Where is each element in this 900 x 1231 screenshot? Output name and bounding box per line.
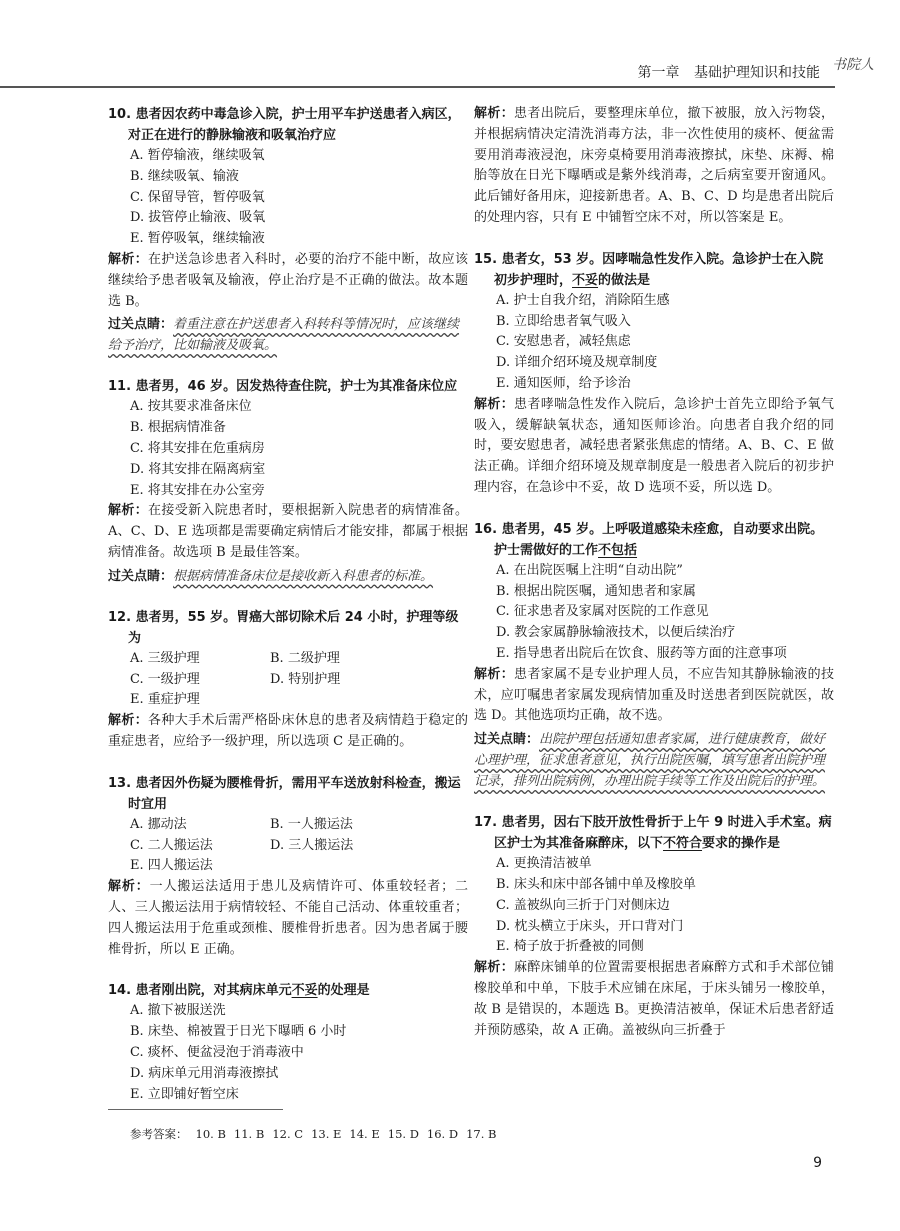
analysis: 解析：患者出院后，要整理床单位，撤下被服，放入污物袋，并根据病情决定清洗消毒方法，非一次性使用的痰杯、便盆需要用消毒液浸泡，床旁桌椅要用消毒液擦拭，床垫、床褥、棉胎等放在日光下曝晒或是紫外线消毒，之后病室要开窗通风。此后铺好备用床，迎接新患者。A、B、C、D 均是患者出院后的处理内容，只有 E 中铺暂空床不对，所以答案是 E。 — [474, 106, 834, 225]
option: A. 挪动法 — [130, 816, 187, 832]
question-12 — [108, 607, 468, 753]
option: D. 详细介绍环境及规章制度 — [496, 355, 658, 371]
option: A. 撤下被服送洗 — [130, 1003, 226, 1019]
chapter-label: 第一章 — [637, 65, 680, 81]
option: A. 按其要求准备床位 — [130, 399, 252, 415]
question-stem: 13. 患者因外伤疑为腰椎骨折，需用平车送放射科检查，搬运时宜用 — [108, 775, 461, 812]
option: B. 床头和床中部各铺中单及橡胶单 — [496, 876, 696, 892]
option: C. 保留导管，暂停吸氧 — [130, 189, 265, 205]
question-17 — [474, 812, 834, 1041]
analysis: 解析：各种大手术后需严格卧床休息的患者及病情趋于稳定的重症患者，应给予一级护理，所以选项 C 是正确的。 — [108, 713, 468, 749]
analysis: 解析：在接受新入院患者时，要根据新入院患者的病情准备。A、C、D、E 选项都是需要确定病情后才能安排，都属于根据病情准备。故选项 B 是最佳答案。 — [108, 503, 468, 560]
analysis: 解析：一人搬运法适用于患儿及病情许可、体重较轻者；二人、三人搬运法用于病情较轻、不能自己活动、体重较重者；四人搬运法用于危重或颈椎、腰椎骨折患者。因为患者属于腰椎骨折，所以 E 正确。 — [108, 879, 468, 957]
option-list — [108, 146, 468, 250]
option: A. 三级护理 — [130, 650, 200, 666]
option-list — [108, 856, 468, 877]
option: B. 根据病情准备 — [130, 420, 226, 436]
option: D. 特别护理 — [270, 671, 341, 687]
option-list — [108, 1001, 468, 1105]
analysis: 解析：麻醉床铺单的位置需要根据患者麻醉方式和手术部位铺橡胶单和中单，下肢手术应铺在床尾，于床头铺另一橡胶单，故 B 是错误的，本题选 B。更换清洁被单，保证术后患者舒适并预防感染，故 A 正确。盖被纵向三折叠于 — [474, 960, 834, 1038]
option: E. 椅子放于折叠被的同侧 — [496, 939, 644, 955]
option: E. 立即铺好暂空床 — [130, 1086, 239, 1102]
answer-item: 14. E — [349, 1127, 380, 1141]
option-list — [474, 561, 834, 665]
option: A. 在出院医嘱上注明“自动出院” — [496, 562, 683, 578]
option: A. 暂停输液，继续吸氧 — [130, 148, 265, 163]
analysis: 解析：患者哮喘急性发作入院后，急诊护士首先立即给予氧气吸入，缓解缺氧状态，通知医师诊治。向患者自我介绍的同时，要安慰患者，减轻患者紧张焦虑的情绪。A、B、C、E 做法正确。详细介绍环境及规章制度是一般患者入院后的初步护理内容，在急诊中不妥，故 D 选项不妥，所以选 D。 — [474, 396, 834, 495]
question-15 — [474, 249, 834, 499]
option: D. 枕头横立于床头，开口背对门 — [496, 918, 684, 934]
answer-item: 15. D — [387, 1127, 419, 1141]
question-stem: 15. 患者女，53 岁。因哮喘急性发作入院。急诊护士在入院初步护理时，不妥的做法是 — [474, 251, 824, 288]
left-column — [108, 104, 468, 1125]
option: A. 更换清洁被单 — [496, 856, 592, 872]
option: E. 将其安排在办公室旁 — [130, 482, 265, 498]
chapter-title: 基础护理知识和技能 — [694, 65, 820, 81]
option: C. 痰杯、便盆浸泡于消毒液中 — [130, 1044, 304, 1060]
answer-key-label: 参考答案： — [130, 1127, 188, 1141]
question-16 — [474, 519, 834, 792]
question-14 — [108, 980, 468, 1105]
option: D. 教会家属静脉输液技术，以便后续治疗 — [496, 625, 736, 641]
answer-item: 11. B — [233, 1127, 265, 1141]
answer-item: 13. E — [311, 1127, 342, 1141]
option: C. 安慰患者，减轻焦虑 — [496, 334, 631, 350]
option: E. 通知医师，给予诊治 — [496, 375, 631, 391]
answer-item: 17. B — [466, 1127, 497, 1141]
option: C. 二人搬运法 — [130, 837, 213, 853]
option: D. 拔管停止输液、吸氧 — [130, 210, 266, 226]
header-divider — [0, 86, 835, 88]
question-13 — [108, 773, 468, 961]
question-11 — [108, 376, 468, 586]
option-list — [108, 690, 468, 711]
option: E. 四人搬运法 — [130, 858, 213, 874]
analysis: 解析：在护送急诊患者入科时，必要的治疗不能中断，故应该继续给予患者吸氧及输液，停止治疗是不正确的做法。故本题选 B。 — [108, 251, 468, 309]
question-stem: 14. 患者刚出院，对其病床单元不妥的处理是 — [108, 983, 370, 999]
page-header — [0, 0, 900, 90]
right-column — [474, 104, 834, 1061]
option: C. 盖被纵向三折于门对侧床边 — [496, 897, 670, 913]
option: B. 一人搬运法 — [270, 816, 353, 832]
option: D. 将其安排在隔离病室 — [130, 461, 266, 477]
option: B. 二级护理 — [270, 650, 340, 666]
option: B. 立即给患者氧气吸入 — [496, 313, 631, 329]
key-tip: 过关点睛：出院护理包括通知患者家属，进行健康教育，做好心理护理，征求患者意见，执行出院医嘱，填写患者出院护理记录，排列出院病例，办理出院手续等工作及出院后的护理。 — [474, 732, 826, 790]
running-header — [628, 62, 820, 82]
option: D. 病床单元用消毒液擦拭 — [130, 1065, 279, 1081]
option: C. 征求患者及家属对医院的工作意见 — [496, 604, 709, 620]
option-grid — [108, 815, 468, 857]
question-stem: 17. 患者男，因右下肢开放性骨折于上午 9 时进入手术室。病区护士为其准备麻醉床，以下不符合要求的操作是 — [474, 815, 832, 852]
question-14-analysis — [474, 104, 834, 229]
answer-key — [130, 1126, 505, 1142]
option: E. 暂停吸氧，继续输液 — [130, 231, 265, 247]
option-list — [474, 291, 834, 395]
option: B. 继续吸氧、输液 — [130, 168, 239, 184]
logo: 书院人 — [832, 57, 874, 73]
option: E. 重症护理 — [130, 692, 200, 708]
question-10 — [108, 104, 468, 356]
page-number: 9 — [813, 1155, 822, 1171]
option: C. 将其安排在危重病房 — [130, 440, 265, 456]
key-tip: 过关点睛：着重注意在护送患者入科转科等情况时，应该继续给予治疗，比如输液及吸氧。 — [108, 317, 460, 354]
option-list — [108, 397, 468, 501]
option-list — [474, 854, 834, 958]
answer-item: 16. D — [426, 1127, 459, 1141]
footnote-divider — [108, 1109, 283, 1110]
option: D. 三人搬运法 — [270, 837, 354, 853]
key-tip: 过关点睛：根据病情准备床位是接收新入科患者的标准。 — [108, 568, 434, 584]
option: B. 床垫、棉被置于日光下曝晒 6 小时 — [130, 1024, 347, 1040]
option: C. 一级护理 — [130, 671, 200, 687]
option: A. 护士自我介绍，消除陌生感 — [496, 292, 670, 308]
option-grid — [108, 649, 468, 691]
answer-item: 10. B — [195, 1127, 226, 1141]
option: B. 根据出院医嘱，通知患者和家属 — [496, 583, 696, 599]
question-stem: 10. 患者因农药中毒急诊入院，护士用平车护送患者入病区，对正在进行的静脉输液和吸氧治疗应 — [108, 107, 461, 143]
answer-item: 12. C — [272, 1127, 304, 1141]
analysis: 解析：患者家属不是专业护理人员，不应告知其静脉输液的技术，应叮嘱患者家属发现病情加重及时送患者到医院就医，故选 D。其他选项均正确，故不选。 — [474, 666, 834, 724]
option: E. 指导患者出院后在饮食、服药等方面的注意事项 — [496, 645, 787, 661]
question-stem: 16. 患者男，45 岁。上呼吸道感染未痊愈，自动要求出院。护士需做好的工作不包括 — [474, 521, 824, 558]
question-stem: 11. 患者男，46 岁。因发热待查住院，护士为其准备床位应 — [108, 379, 458, 395]
question-stem: 12. 患者男，55 岁。胃癌大部切除术后 24 小时，护理等级为 — [108, 609, 459, 646]
